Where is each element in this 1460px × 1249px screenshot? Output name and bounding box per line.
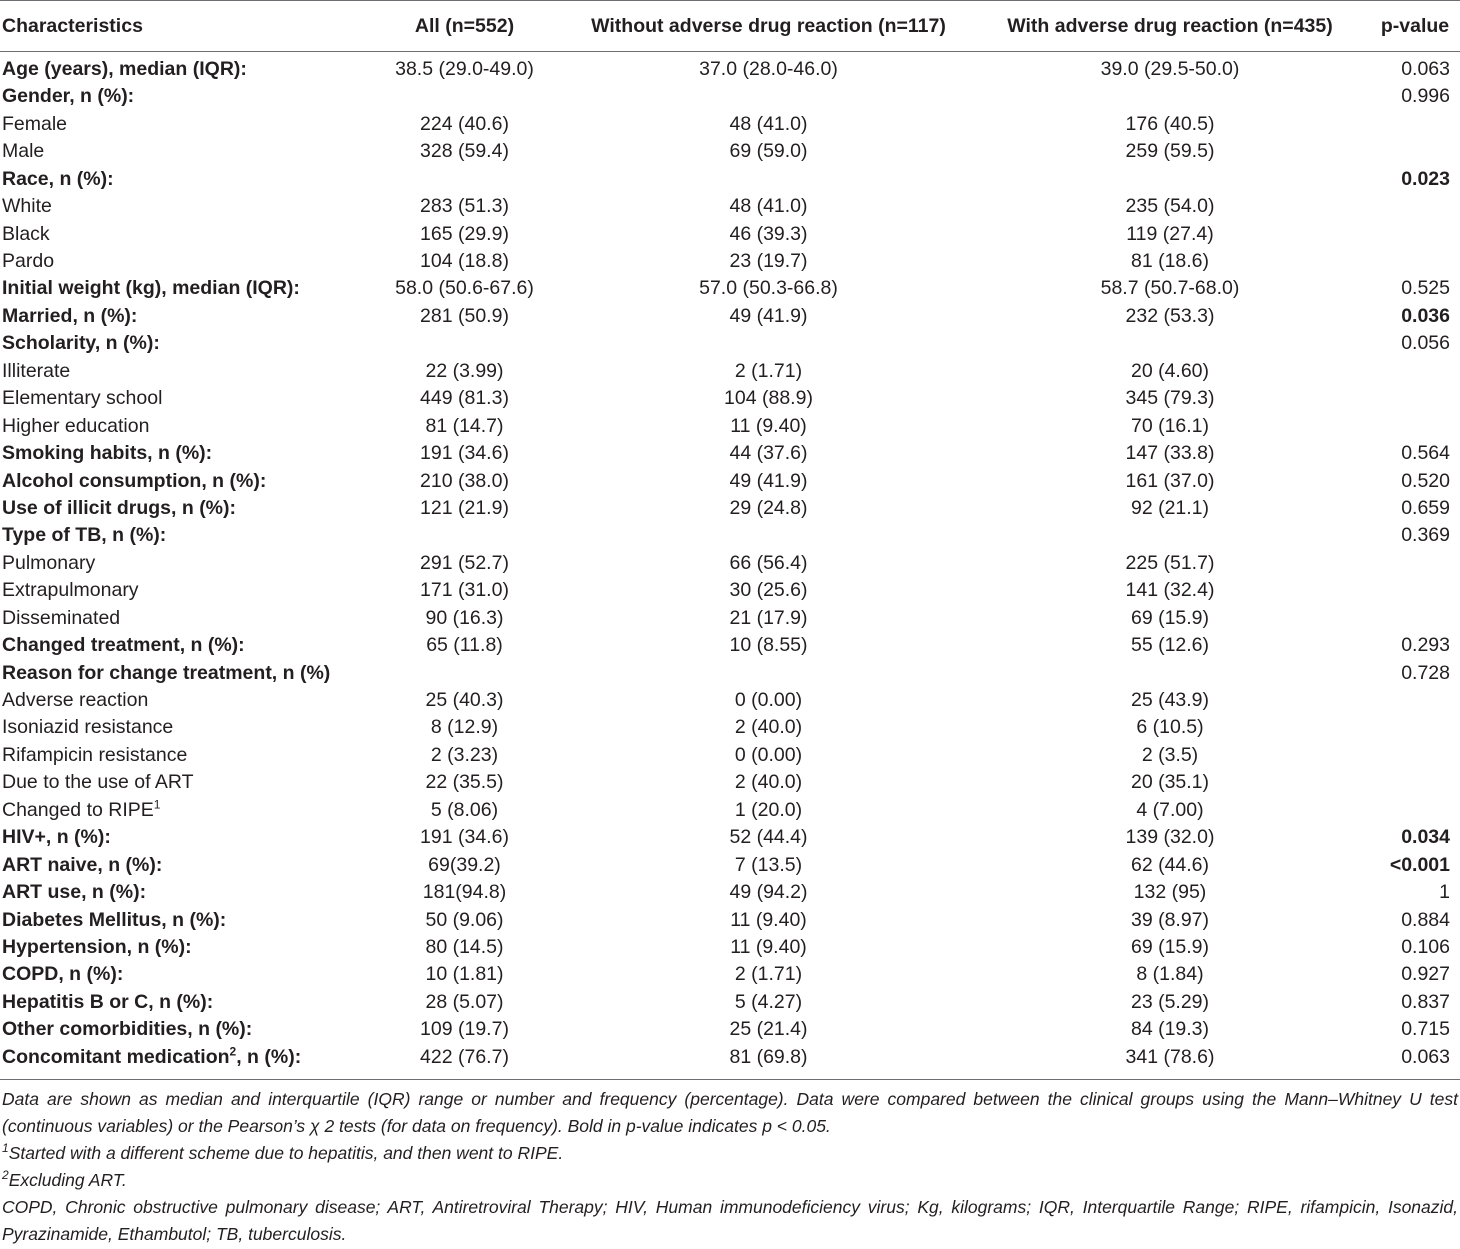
cell-without-adr: 52 (44.4)	[729, 826, 808, 849]
cell-p-value: 0.996	[1401, 85, 1450, 108]
cell-with-adr: 232 (53.3)	[1125, 304, 1215, 327]
row-label-text: ART use, n (%):	[2, 881, 147, 904]
cell-without-adr: 2 (40.0)	[734, 771, 803, 794]
cell-with-adr: 4 (7.00)	[1136, 798, 1204, 821]
note-abbreviations: COPD, Chronic obstructive pulmonary disease; ART, Antiretroviral Therapy; HIV, Human immunodeficiency virus; Kg, kilograms; IQR, Interquartile Range; RIPE, rifampicin, Isonazid, Pyrazinamide, Ethambutol; TB, tuberculosis.	[2, 1197, 1458, 1245]
row-label	[0, 522, 362, 549]
cell-without-adr: 11 (9.40)	[730, 414, 807, 437]
table-row	[0, 687, 1460, 714]
cell-with-adr: 62 (44.6)	[1130, 853, 1210, 876]
row-label	[0, 961, 362, 988]
cell-with-adr: 6 (10.5)	[1136, 716, 1204, 739]
cell-p-value	[1370, 248, 1460, 275]
cell-all: 109 (19.7)	[420, 1018, 509, 1041]
table-row	[0, 468, 1460, 495]
cell-p-value: 0.063	[1401, 57, 1450, 80]
cell-p-value: 0.564	[1401, 442, 1450, 465]
header-characteristics: Characteristics	[0, 1, 362, 52]
cell-with-adr: 345 (79.3)	[1125, 387, 1215, 410]
cell-p-value	[1370, 111, 1460, 138]
cell-with-adr	[970, 83, 1370, 110]
table-row	[0, 413, 1460, 440]
cell-all: 38.5 (29.0-49.0)	[395, 57, 534, 80]
cell-without-adr	[567, 83, 970, 110]
cell-p-value: 0.520	[1401, 469, 1450, 492]
cell-all: 191 (34.6)	[420, 826, 509, 849]
row-label	[0, 907, 362, 934]
header-all: All (n=552)	[362, 1, 567, 52]
row-label-text: Extrapulmonary	[2, 579, 139, 602]
row-label	[0, 221, 362, 248]
cell-all: 224 (40.6)	[420, 112, 509, 135]
table-row	[0, 138, 1460, 165]
row-label-text: Alcohol consumption, n (%):	[2, 469, 267, 492]
cell-all: 58.0 (50.6-67.6)	[395, 277, 534, 300]
cell-without-adr	[567, 330, 970, 357]
cell-all: 210 (38.0)	[420, 469, 509, 492]
cell-all: 181(94.8)	[422, 881, 507, 904]
row-label	[0, 605, 362, 632]
cell-with-adr: 341 (78.6)	[1125, 1045, 1215, 1068]
table-row	[0, 907, 1460, 934]
cell-with-adr: 235 (54.0)	[1125, 195, 1215, 218]
row-label	[0, 879, 362, 906]
row-label	[0, 330, 362, 357]
footnote-marker: 2	[229, 1044, 237, 1059]
row-label-text: HIV+, n (%):	[2, 826, 111, 849]
cell-p-value: 0.715	[1401, 1018, 1450, 1041]
table-row	[0, 330, 1460, 357]
cell-without-adr: 2 (40.0)	[734, 716, 803, 739]
cell-without-adr: 11 (9.40)	[730, 935, 807, 958]
table-row	[0, 1044, 1460, 1077]
row-label-text: Age (years), median (IQR):	[2, 57, 247, 80]
row-label	[0, 1016, 362, 1043]
cell-all	[362, 83, 567, 110]
row-label	[0, 660, 362, 687]
cell-all: 22 (3.99)	[425, 359, 504, 382]
cell-all: 104 (18.8)	[420, 250, 509, 273]
cell-p-value	[1370, 221, 1460, 248]
table-row	[0, 248, 1460, 275]
row-label	[0, 1044, 362, 1077]
table-row	[0, 797, 1460, 824]
cell-with-adr	[970, 166, 1370, 193]
table-row	[0, 824, 1460, 851]
cell-p-value	[1370, 769, 1460, 796]
cell-without-adr: 49 (41.9)	[729, 469, 808, 492]
table-row	[0, 577, 1460, 604]
cell-all: 2 (3.23)	[430, 743, 499, 766]
cell-with-adr	[970, 660, 1370, 687]
row-label-text: Diabetes Mellitus, n (%):	[2, 908, 227, 931]
cell-without-adr: 49 (41.9)	[729, 304, 808, 327]
cell-p-value	[1370, 550, 1460, 577]
cell-p-value: 0.369	[1401, 524, 1450, 547]
cell-p-value: 0.293	[1401, 634, 1450, 657]
cell-without-adr: 66 (56.4)	[729, 551, 808, 574]
cell-all: 90 (16.3)	[425, 606, 504, 629]
cell-with-adr: 55 (12.6)	[1130, 634, 1210, 657]
row-label-text: Adverse reaction	[2, 689, 149, 712]
table-row	[0, 632, 1460, 659]
table-row	[0, 193, 1460, 220]
cell-p-value	[1370, 742, 1460, 769]
cell-with-adr: 147 (33.8)	[1125, 442, 1215, 465]
table-row	[0, 550, 1460, 577]
table-row	[0, 879, 1460, 906]
cell-all: 328 (59.4)	[420, 140, 509, 163]
row-label	[0, 824, 362, 851]
table-row	[0, 742, 1460, 769]
cell-all: 283 (51.3)	[420, 195, 509, 218]
cell-p-value	[1370, 797, 1460, 824]
cell-all: 80 (14.5)	[425, 935, 504, 958]
cell-with-adr: 70 (16.1)	[1130, 414, 1210, 437]
footnote-marker: 1	[153, 797, 161, 812]
row-label	[0, 193, 362, 220]
table-row	[0, 303, 1460, 330]
row-label	[0, 440, 362, 467]
row-label-text: Disseminated	[2, 606, 121, 629]
cell-with-adr	[970, 330, 1370, 357]
cell-without-adr: 46 (39.3)	[729, 222, 808, 245]
cell-without-adr: 48 (41.0)	[729, 195, 808, 218]
cell-all: 422 (76.7)	[420, 1045, 509, 1068]
cell-without-adr: 2 (1.71)	[734, 359, 803, 382]
row-label-text: Isoniazid resistance	[2, 716, 174, 739]
cell-all: 10 (1.81)	[425, 963, 504, 986]
cell-without-adr: 30 (25.6)	[729, 579, 808, 602]
table-notes	[0, 1080, 1460, 1248]
table-row	[0, 52, 1460, 84]
row-label	[0, 248, 362, 275]
table-row	[0, 440, 1460, 467]
header-row	[0, 1, 1460, 52]
table-row	[0, 852, 1460, 879]
cell-without-adr: 48 (41.0)	[729, 112, 808, 135]
cell-without-adr: 23 (19.7)	[729, 250, 808, 273]
row-label-text: COPD, n (%):	[2, 963, 124, 986]
cell-without-adr: 0 (0.00)	[734, 689, 803, 712]
table-row	[0, 221, 1460, 248]
row-label	[0, 166, 362, 193]
cell-all: 281 (50.9)	[420, 304, 509, 327]
cell-all	[362, 522, 567, 549]
cell-with-adr: 176 (40.5)	[1125, 112, 1215, 135]
row-label	[0, 138, 362, 165]
cell-all: 449 (81.3)	[420, 387, 509, 410]
cell-without-adr: 5 (4.27)	[734, 990, 803, 1013]
row-label-text: ART naive, n (%):	[2, 853, 163, 876]
table-header	[0, 1, 1460, 52]
cell-without-adr: 25 (21.4)	[729, 1018, 808, 1041]
row-label	[0, 111, 362, 138]
table-row	[0, 934, 1460, 961]
row-label-text: Female	[2, 112, 68, 135]
row-label	[0, 385, 362, 412]
cell-without-adr: 37.0 (28.0-46.0)	[699, 57, 838, 80]
cell-with-adr	[970, 522, 1370, 549]
cell-with-adr: 69 (15.9)	[1130, 935, 1210, 958]
cell-with-adr: 2 (3.5)	[1141, 743, 1199, 766]
cell-with-adr: 132 (95)	[1133, 881, 1207, 904]
row-label-text: Elementary school	[2, 387, 163, 410]
cell-all: 171 (31.0)	[420, 579, 509, 602]
row-label	[0, 495, 362, 522]
row-label-text: Changed treatment, n (%):	[2, 634, 245, 657]
cell-without-adr: 0 (0.00)	[734, 743, 803, 766]
cell-p-value: 0.036	[1401, 304, 1450, 327]
cell-without-adr: 44 (37.6)	[729, 442, 808, 465]
cell-with-adr: 39 (8.97)	[1130, 908, 1210, 931]
row-label	[0, 769, 362, 796]
row-label-text: Race, n (%):	[2, 167, 114, 190]
cell-with-adr: 25 (43.9)	[1130, 689, 1210, 712]
cell-p-value	[1370, 358, 1460, 385]
cell-all	[362, 330, 567, 357]
cell-without-adr: 10 (8.55)	[729, 634, 808, 657]
cell-p-value	[1370, 385, 1460, 412]
cell-without-adr: 2 (1.71)	[734, 963, 803, 986]
table-row	[0, 1016, 1460, 1043]
cell-with-adr: 161 (37.0)	[1125, 469, 1215, 492]
cell-with-adr: 58.7 (50.7-68.0)	[1100, 277, 1240, 300]
cell-p-value: 0.106	[1401, 935, 1450, 958]
row-label-text: Reason for change treatment, n (%)	[2, 661, 331, 684]
row-label-text: Hepatitis B or C, n (%):	[2, 990, 214, 1013]
cell-p-value: 0.884	[1401, 908, 1450, 931]
row-label-text: Use of illicit drugs, n (%):	[2, 496, 237, 519]
cell-with-adr: 92 (21.1)	[1130, 496, 1210, 519]
cell-all: 165 (29.9)	[420, 222, 509, 245]
row-label-text: Higher education	[2, 414, 150, 437]
cell-with-adr: 20 (35.1)	[1130, 771, 1210, 794]
cell-with-adr: 141 (32.4)	[1125, 579, 1215, 602]
cell-p-value	[1370, 577, 1460, 604]
table-row	[0, 989, 1460, 1016]
cell-without-adr: 49 (94.2)	[729, 881, 808, 904]
note-footnote-2	[2, 1167, 1458, 1194]
cell-all: 25 (40.3)	[425, 689, 504, 712]
cell-without-adr: 11 (9.40)	[730, 908, 807, 931]
cell-all: 191 (34.6)	[420, 442, 509, 465]
cell-with-adr: 81 (18.6)	[1130, 250, 1210, 273]
note-footnote-1	[2, 1140, 1458, 1167]
row-label-text: Pardo	[2, 250, 55, 273]
table-body	[0, 52, 1460, 1078]
row-label-text: Illiterate	[2, 359, 71, 382]
table-row	[0, 111, 1460, 138]
cell-with-adr: 225 (51.7)	[1125, 551, 1215, 574]
cell-all	[362, 166, 567, 193]
table-row	[0, 385, 1460, 412]
row-label-text: Concomitant medication	[2, 1045, 230, 1068]
cell-without-adr	[567, 660, 970, 687]
cell-all: 65 (11.8)	[426, 634, 503, 657]
cell-p-value: 0.034	[1401, 826, 1450, 849]
cell-p-value: 0.659	[1401, 496, 1450, 519]
row-label-text: Type of TB, n (%):	[2, 524, 167, 547]
row-label	[0, 797, 362, 824]
row-label	[0, 358, 362, 385]
row-label-text: Pulmonary	[2, 551, 96, 574]
table-row	[0, 961, 1460, 988]
row-label	[0, 52, 362, 84]
cell-p-value: 0.927	[1401, 963, 1450, 986]
cell-p-value	[1370, 715, 1460, 742]
table-row	[0, 715, 1460, 742]
row-label	[0, 742, 362, 769]
cell-all: 22 (35.5)	[425, 771, 504, 794]
cell-without-adr: 69 (59.0)	[729, 140, 808, 163]
cell-without-adr	[567, 166, 970, 193]
row-label-suffix: , n (%):	[236, 1045, 302, 1068]
cell-all: 81 (14.7)	[425, 414, 504, 437]
cell-p-value	[1370, 605, 1460, 632]
row-label-text: Male	[2, 140, 45, 163]
header-with-adr: With adverse drug reaction (n=435)	[970, 1, 1370, 52]
cell-without-adr: 7 (13.5)	[734, 853, 803, 876]
table-row	[0, 769, 1460, 796]
cell-with-adr: 119 (27.4)	[1126, 222, 1214, 245]
cell-all	[362, 660, 567, 687]
row-label-text: Black	[2, 222, 50, 245]
cell-without-adr: 29 (24.8)	[729, 496, 808, 519]
cell-all: 121 (21.9)	[420, 496, 509, 519]
note-main: Data are shown as median and interquartile (IQR) range or number and frequency (percentage). Data were compared between the clinical groups using the Mann–Whitney U test (continuous variables) or the Pearson’s χ 2 tests (for data on frequency). Bold in p-value indicates p < 0.05.	[2, 1089, 1458, 1137]
row-label-text: Scholarity, n (%):	[2, 332, 160, 355]
cell-p-value: 0.056	[1401, 332, 1450, 355]
row-label	[0, 934, 362, 961]
footnote-1-mark: 1	[2, 1141, 9, 1156]
row-label	[0, 468, 362, 495]
row-label-text: Gender, n (%):	[2, 85, 135, 108]
cell-p-value: 0.837	[1401, 990, 1450, 1013]
cell-all: 50 (9.06)	[425, 908, 504, 931]
cell-all: 5 (8.06)	[430, 798, 499, 821]
row-label	[0, 852, 362, 879]
row-label	[0, 83, 362, 110]
header-without-adr: Without adverse drug reaction (n=117)	[567, 1, 970, 52]
row-label	[0, 989, 362, 1016]
row-label-text: Smoking habits, n (%):	[2, 442, 213, 465]
row-label-text: Married, n (%):	[2, 304, 138, 327]
cell-without-adr: 81 (69.8)	[729, 1045, 808, 1068]
row-label-text: Initial weight (kg), median (IQR):	[2, 277, 300, 300]
cell-with-adr: 259 (59.5)	[1125, 140, 1215, 163]
cell-without-adr	[567, 522, 970, 549]
footnote-2-mark: 2	[2, 1168, 9, 1183]
cell-without-adr: 104 (88.9)	[724, 387, 813, 410]
cell-all: 8 (12.9)	[430, 716, 499, 739]
cell-all: 291 (52.7)	[420, 551, 509, 574]
cell-with-adr: 8 (1.84)	[1136, 963, 1204, 986]
cell-p-value: <0.001	[1389, 853, 1450, 876]
cell-all: 69(39.2)	[428, 853, 501, 876]
row-label-text: Changed to RIPE	[2, 798, 154, 821]
table-row	[0, 660, 1460, 687]
row-label	[0, 632, 362, 659]
table-row	[0, 276, 1460, 303]
cell-p-value: 1	[1439, 881, 1450, 904]
table-row	[0, 495, 1460, 522]
cell-with-adr: 139 (32.0)	[1125, 826, 1215, 849]
row-label	[0, 550, 362, 577]
cell-p-value	[1370, 687, 1460, 714]
table-row	[0, 358, 1460, 385]
cell-with-adr: 20 (4.60)	[1130, 359, 1210, 382]
cell-p-value: 0.525	[1401, 277, 1450, 300]
footnote-2-text: Excluding ART.	[8, 1170, 127, 1191]
row-label-text: Rifampicin resistance	[2, 743, 188, 766]
cell-with-adr: 69 (15.9)	[1130, 606, 1210, 629]
table-row	[0, 522, 1460, 549]
cell-p-value: 0.063	[1401, 1045, 1450, 1068]
row-label-text: Due to the use of ART	[2, 771, 194, 794]
row-label	[0, 715, 362, 742]
cell-with-adr: 84 (19.3)	[1130, 1018, 1210, 1041]
cell-without-adr: 21 (17.9)	[729, 606, 808, 629]
cell-p-value: 0.023	[1401, 167, 1450, 190]
row-label	[0, 413, 362, 440]
table-row	[0, 166, 1460, 193]
row-label	[0, 577, 362, 604]
cell-with-adr: 23 (5.29)	[1130, 990, 1210, 1013]
cell-without-adr: 1 (20.0)	[734, 798, 803, 821]
header-p-value: p-value	[1370, 1, 1460, 52]
row-label-text: Hypertension, n (%):	[2, 935, 192, 958]
cell-p-value	[1370, 193, 1460, 220]
cell-p-value	[1370, 138, 1460, 165]
table-row	[0, 83, 1460, 110]
cell-without-adr: 57.0 (50.3-66.8)	[699, 277, 838, 300]
cell-all: 28 (5.07)	[425, 990, 504, 1013]
footnote-1-text: Started with a different scheme due to hepatitis, and then went to RIPE.	[8, 1143, 564, 1164]
row-label	[0, 276, 362, 303]
cell-with-adr: 39.0 (29.5-50.0)	[1100, 57, 1240, 80]
cell-p-value: 0.728	[1401, 661, 1450, 684]
row-label-text: White	[2, 195, 52, 218]
table-row	[0, 605, 1460, 632]
cell-p-value	[1370, 413, 1460, 440]
row-label	[0, 687, 362, 714]
row-label-text: Other comorbidities, n (%):	[2, 1018, 253, 1041]
row-label	[0, 303, 362, 330]
